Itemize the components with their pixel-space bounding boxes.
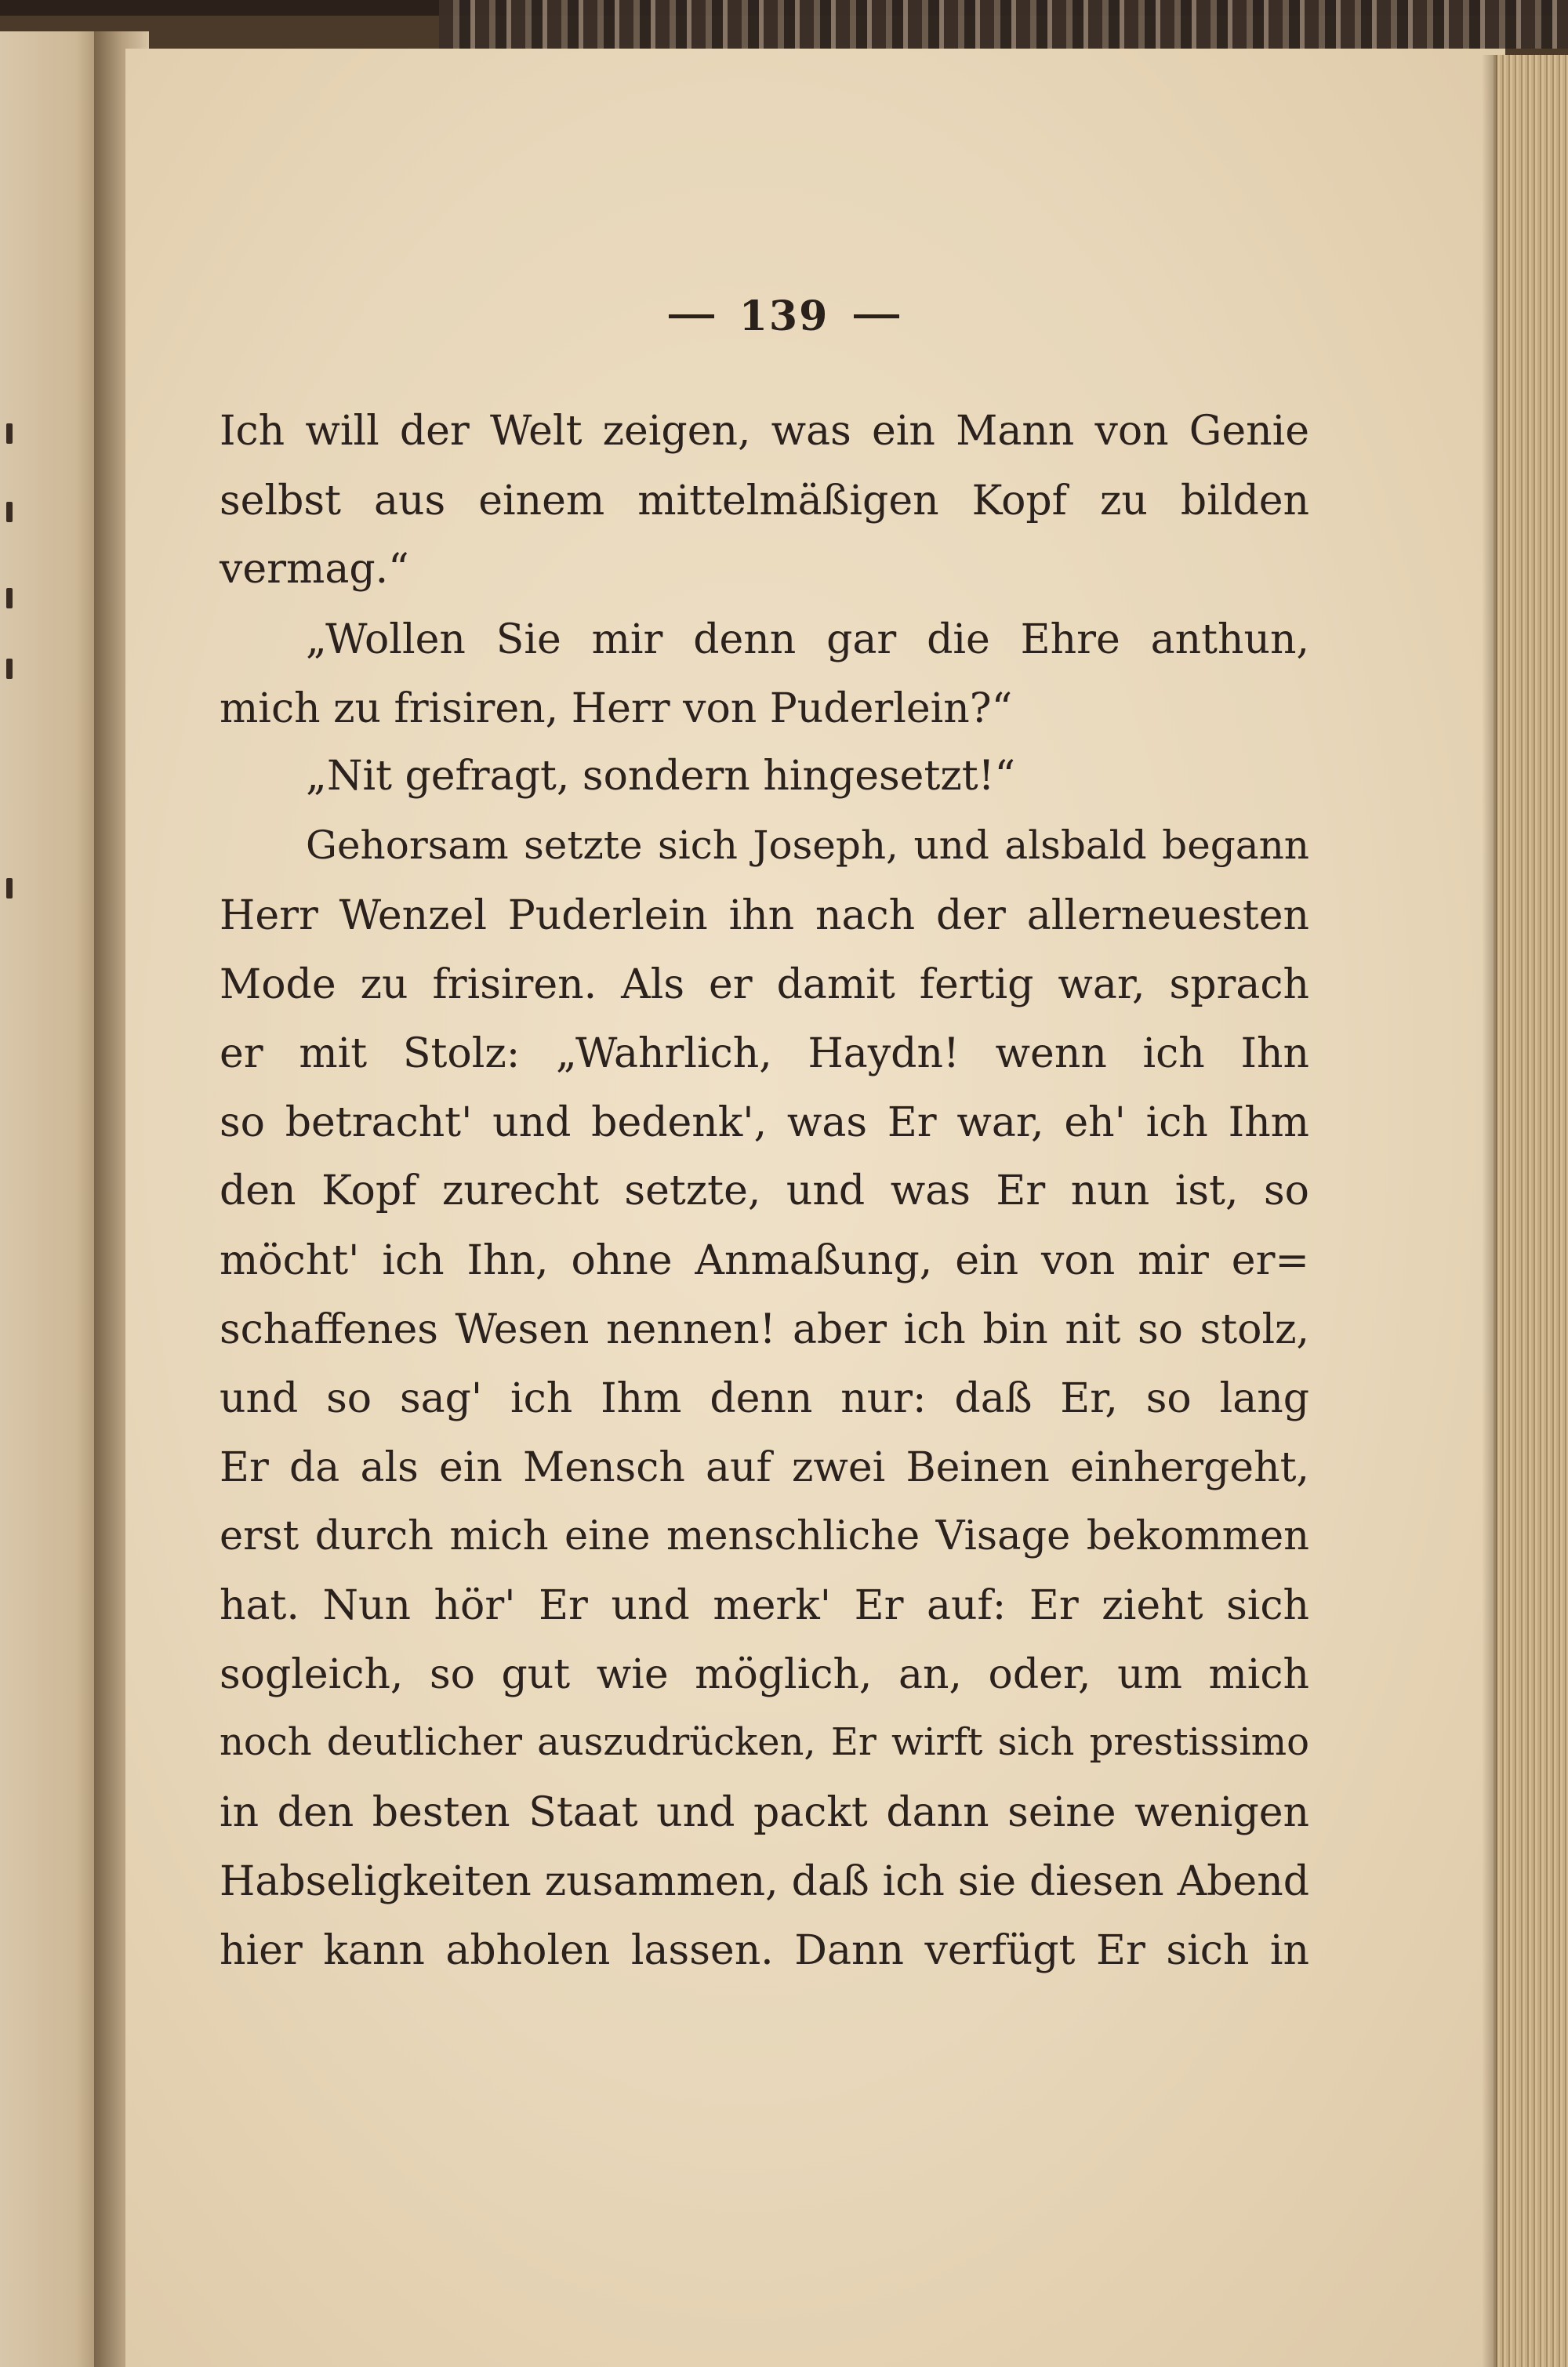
text-line: mich zu frisiren, Herr von Puderlein?“: [220, 685, 1013, 732]
text-line: und so sag' ich Ihm denn nur: daß Er, so lang: [220, 1375, 1309, 1422]
text-line: den Kopf zurecht setzte, und was Er nun ist, so: [220, 1167, 1309, 1214]
text-line: hat. Nun hör' Er und merk' Er auf: Er zieht sich: [220, 1582, 1309, 1629]
facing-page-mark: [6, 502, 13, 522]
marbled-binding: [439, 0, 1568, 49]
facing-page-mark: [6, 423, 13, 444]
page-edges: [1494, 55, 1568, 2367]
text-line: in den besten Staat und packt dann seine wenigen: [220, 1789, 1309, 1836]
text-line: möcht' ich Ihn, ohne Anmaßung, ein von mir er=: [220, 1237, 1309, 1284]
text-line: Mode zu frisiren. Als er damit fertig war, sprach: [220, 961, 1309, 1008]
text-line: Ich will der Welt zeigen, was ein Mann von Genie: [220, 408, 1309, 455]
page-edge-shadow: [1482, 55, 1497, 2367]
text-line: Herr Wenzel Puderlein ihn nach der allerneuesten: [220, 892, 1309, 939]
dash-right: [854, 314, 899, 318]
text-line: noch deutlicher auszudrücken, Er wirft sich prestissimo: [220, 1720, 1309, 1764]
page-number-value: 139: [739, 292, 829, 340]
facing-page-mark: [6, 659, 13, 679]
facing-page-mark: [6, 878, 13, 899]
text-line: „Wollen Sie mir denn gar die Ehre anthun,: [306, 616, 1309, 663]
text-line: sogleich, so gut wie möglich, an, oder, um mich: [220, 1651, 1309, 1698]
text-line: Habseligkeiten zusammen, daß ich sie diesen Abend: [220, 1858, 1309, 1905]
page-number: [0, 292, 1568, 340]
text-line: „Nit gefragt, sondern hingesetzt!“: [306, 753, 1016, 800]
facing-page-mark: [6, 588, 13, 608]
text-line: er mit Stolz: „Wahrlich, Haydn! wenn ich Ihn: [220, 1030, 1309, 1077]
text-line: hier kann abholen lassen. Dann verfügt Er sich in: [220, 1927, 1309, 1974]
dash-left: [669, 314, 714, 318]
text-line: erst durch mich eine menschliche Visage bekommen: [220, 1513, 1309, 1559]
text-line: so betracht' und bedenk', was Er war, eh' ich Ihm: [220, 1099, 1309, 1146]
text-line: Er da als ein Mensch auf zwei Beinen einhergeht,: [220, 1444, 1309, 1491]
text-line: selbst aus einem mittelmäßigen Kopf zu bilden: [220, 477, 1309, 525]
text-line: schaffenes Wesen nennen! aber ich bin nit so stolz,: [220, 1306, 1309, 1353]
text-line: vermag.“: [220, 546, 409, 593]
text-line: Gehorsam setzte sich Joseph, und alsbald begann: [306, 822, 1309, 868]
facing-page: [0, 31, 110, 2367]
